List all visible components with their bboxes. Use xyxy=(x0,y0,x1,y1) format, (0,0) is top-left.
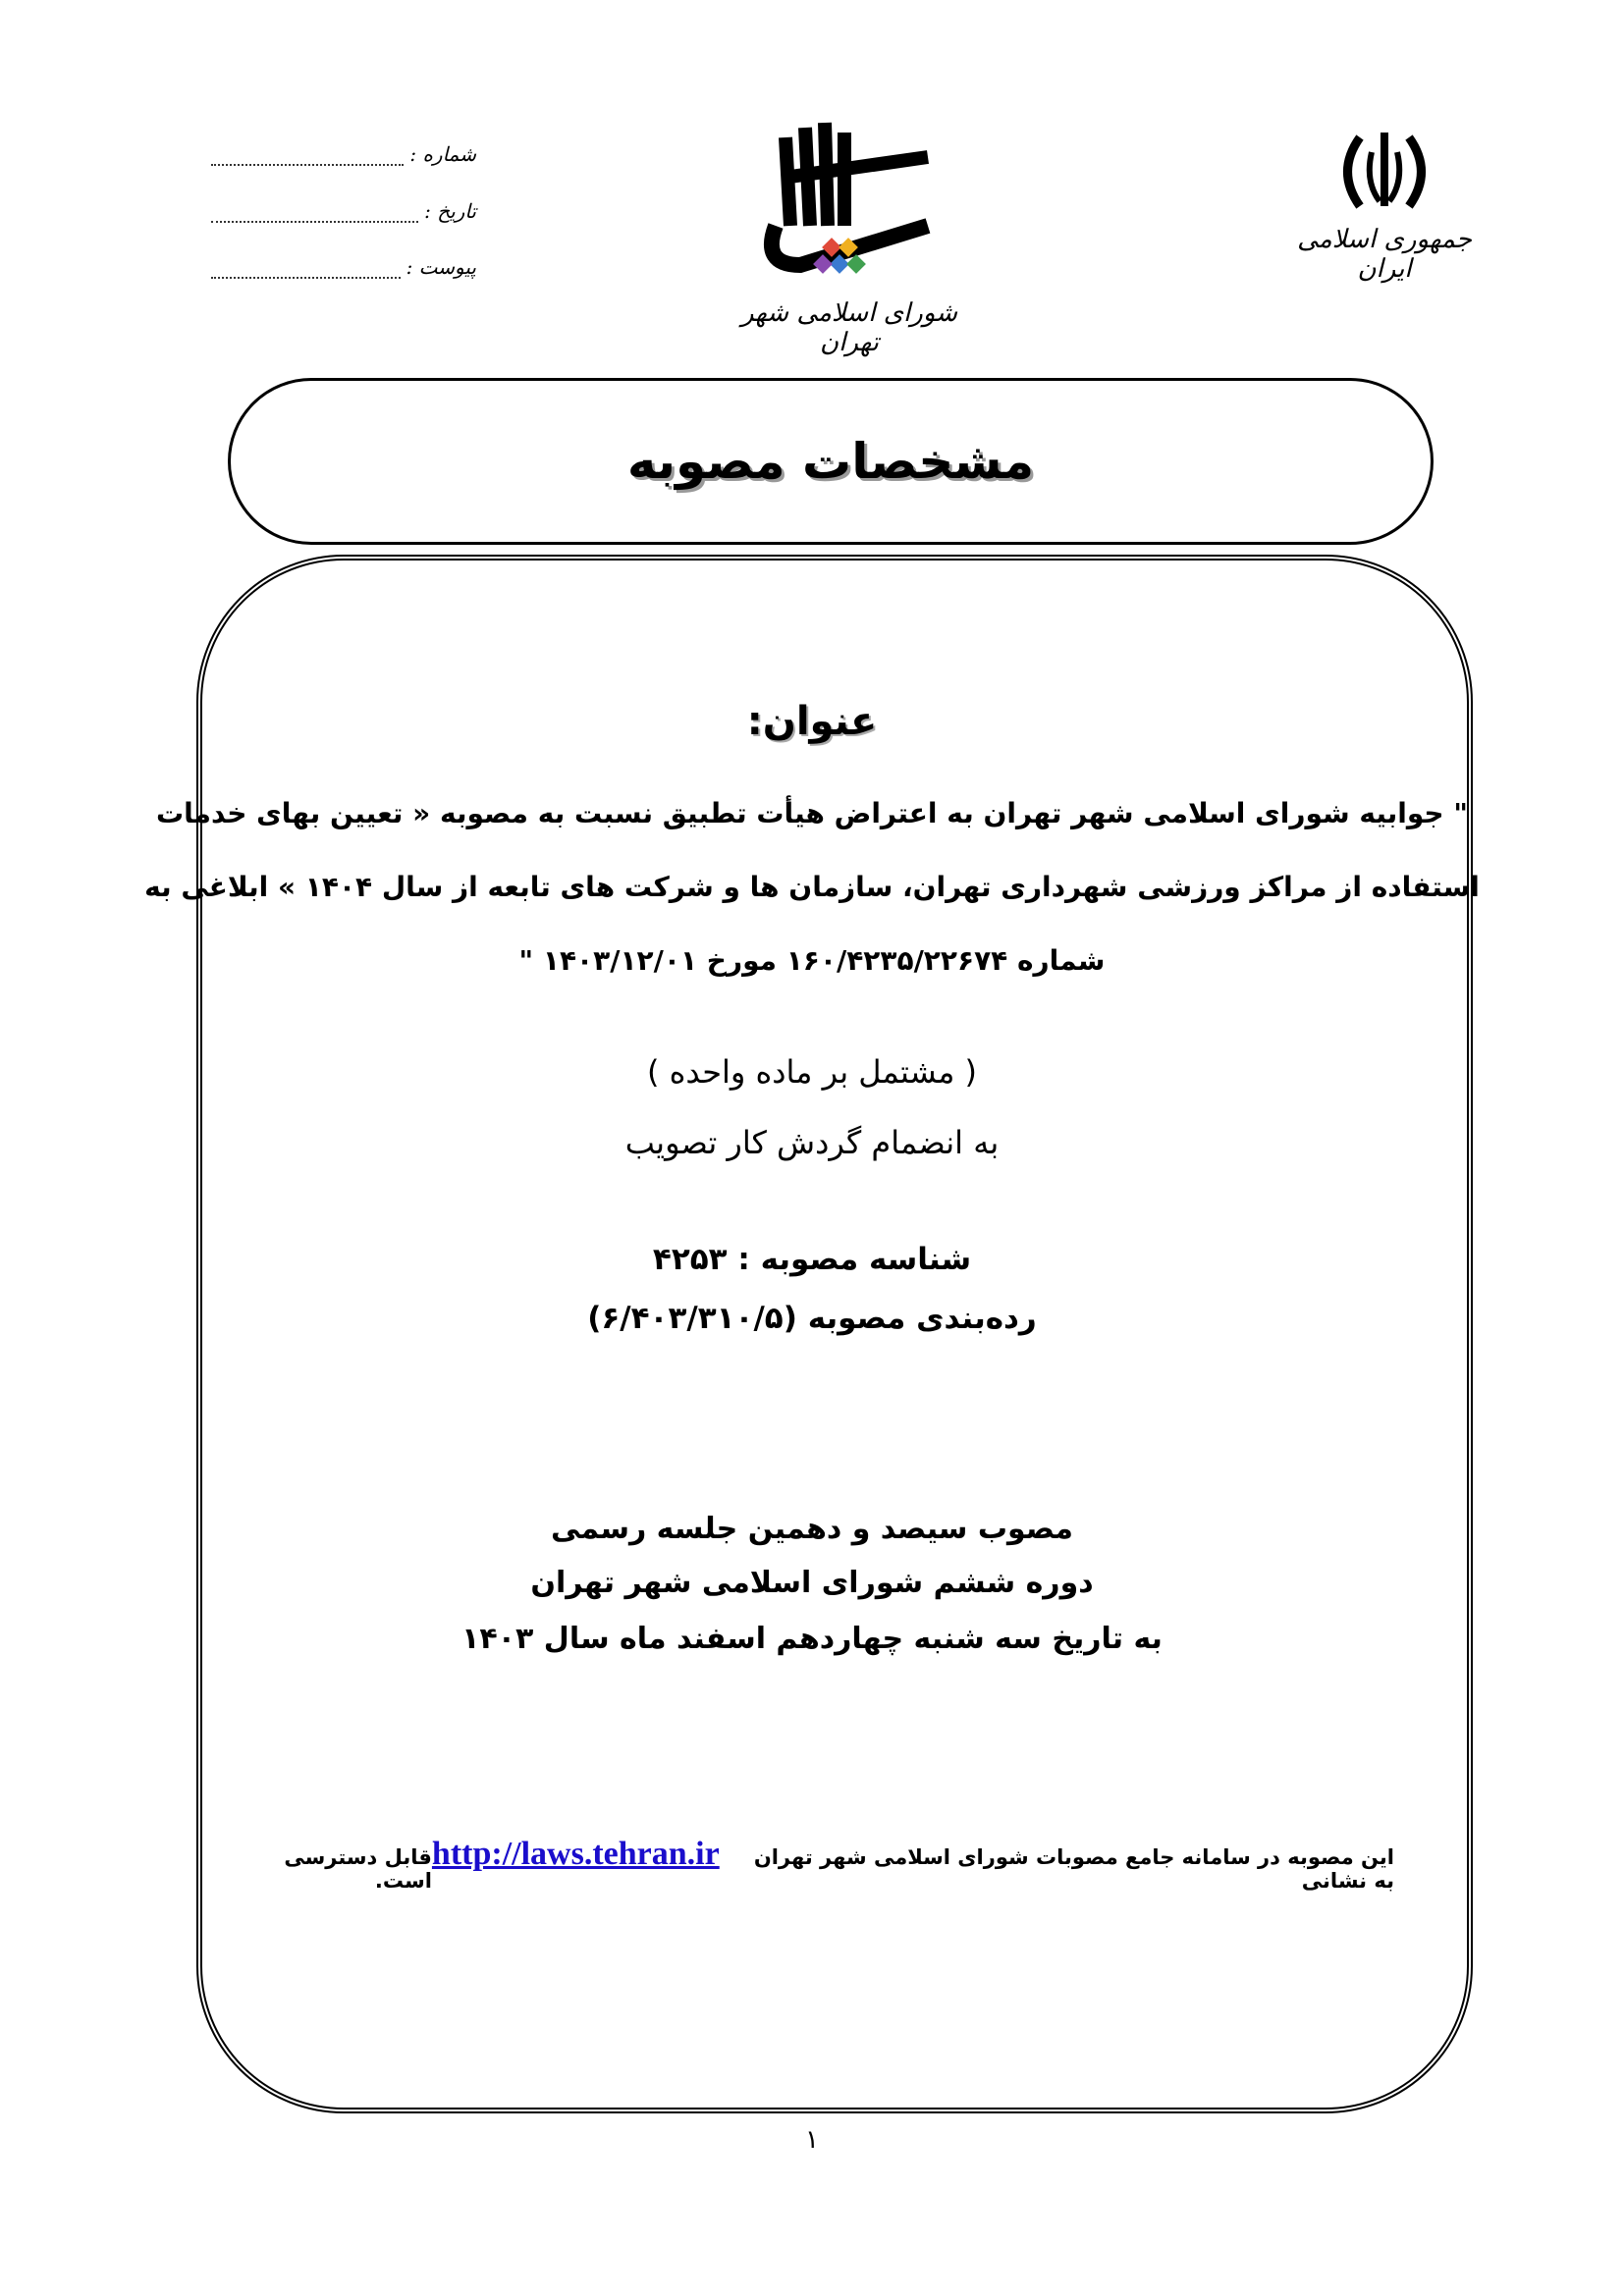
footer-prefix: این مصوبه در سامانه جامع مصوبات شورای اسلامی شهر تهران به نشانی xyxy=(753,1845,1394,1893)
includes-text: ( مشتمل بر ماده واحده ) xyxy=(646,1053,978,1091)
number-dotted-line xyxy=(211,146,404,166)
subject-line-2: استفاده از مراکز ورزشی شهرداری تهران، سازمان ها و شرکت های تابعه از سال ۱۴۰۴ » ابلاغی به xyxy=(144,871,1480,903)
subject-line-1: " جوابیه شورای اسلامی شهر تهران به اعتراض هیأت تطبیق نسبت به مصوبه « تعیین بهای خدمات xyxy=(156,797,1468,829)
page-number: ۱ xyxy=(805,2125,819,2155)
number-field xyxy=(211,142,476,166)
date-dotted-line xyxy=(211,203,418,223)
iran-emblem xyxy=(1286,123,1483,290)
number-label: شماره : xyxy=(409,142,476,166)
resolution-id: شناسه مصوبه : ۴۲۵۳ xyxy=(652,1242,972,1277)
date-label: تاریخ : xyxy=(424,199,476,223)
attachment-text: به انضمام گردش کار تصویب xyxy=(624,1124,1000,1161)
page-title: مشخصات مصوبه xyxy=(626,433,1035,490)
footer-note xyxy=(236,1836,1394,1893)
attachment-field xyxy=(211,255,476,279)
subject-label: عنوان: xyxy=(746,699,878,744)
approval-line-3: به تاریخ سه شنبه چهاردهم اسفند ماه سال ۱۴۰۳ xyxy=(461,1622,1163,1656)
iran-emblem-text: جمهوری اسلامی ایران xyxy=(1297,225,1472,284)
title-box xyxy=(228,378,1434,545)
date-field xyxy=(211,199,476,223)
attachment-label: پیوست : xyxy=(406,255,476,279)
council-logo-icon xyxy=(731,118,967,294)
council-logo-text: شورای اسلامی شهر تهران xyxy=(740,298,958,357)
laws-link[interactable]: http://laws.tehran.ir xyxy=(431,1836,720,1872)
attachment-dotted-line xyxy=(211,259,401,279)
resolution-classification: رده‌بندی مصوبه (۶/۴۰۳/۳۱۰/۵) xyxy=(587,1301,1037,1336)
approval-line-1: مصوب سیصد و دهمین جلسه رسمی xyxy=(551,1512,1073,1546)
subject-line-3: شماره ۱۶۰/۴۲۳۵/۲۲۶۷۴ مورخ ۱۴۰۳/۱۲/۰۱ " xyxy=(518,944,1106,977)
iran-emblem-icon xyxy=(1330,123,1438,221)
tehran-council-logo xyxy=(731,118,967,357)
footer-suffix: قابل دسترسی است. xyxy=(284,1845,432,1893)
approval-line-2: دوره ششم شورای اسلامی شهر تهران xyxy=(530,1566,1094,1600)
